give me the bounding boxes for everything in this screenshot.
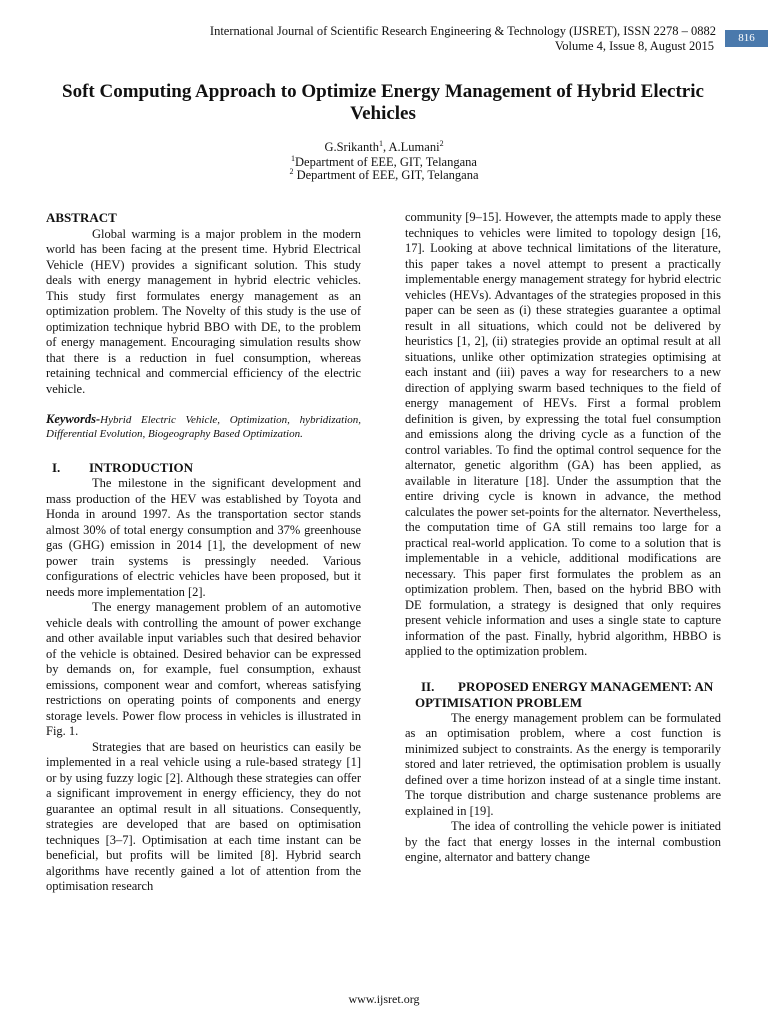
affiliation-text: Department of EEE, GIT, Telangana [293, 168, 479, 182]
affiliation-mark: 1 [291, 154, 296, 163]
section-number: II. [421, 678, 435, 694]
footer-url: www.ijsret.org [348, 992, 420, 1006]
paragraph-continuation: community [9–15]. However, the attempts made to apply these techniques to vehicles were limited to topology design [16, 17]. Looking at above technical limitations of the literature, this paper takes a novel attempt to present a practically implementable energy management strategy for hybrid electric vehicles (HEVs). Advantages of the strategies proposed in this paper can be seen as (i) these strategies guarantee a optimal result in all situations, which could not be delivered by heuristics [1, 2], (ii) strategies provide an optimal result at all situations, unlike other optimization strategies optimising at each instant and (iii) paves a way for researchers to a new direction of applying swarm based techniques to the field of energy management of HEVs. First a formal problem definition is given, by expressing the total fuel consumption and emissions along the driving cycle as a function of the control variables. To find the optimal control sequence for the alternator, genetic algorithm (GA) has been applied, as available in literature [18]. Under the assumption that the entire driving cycle is known in advance, the method calculates the power set-points for the alternator. Nevertheless, the computation time of GA still remains too large for a practical real-world application. To come to a solution that is implementable in a vehicle, additional modifications are necessary. This paper first formulates the problem as an optimization problem. Then, based on the hybrid BBO with DE formulation, a strategy is designed that only requires present vehicle information and uses a single state to capture information of the past. Finally, hybrid algorithm, HBBO is applied to the optimization problem. [405, 210, 721, 658]
section-heading-proposed-energy-management [405, 679, 721, 711]
affiliation-mark: 2 [289, 167, 294, 176]
page-number-badge: 816 [725, 30, 768, 47]
abstract-text: Global warming is a major problem in the modern world has been facing at the present time. Hybrid Electrical Vehicle (HEV) provides a significant solution. This study deals with energy management in hybrid electric vehicles. This study first formulates energy management as an optimization problem. The Novelty of this study is the use of optimization technique hybrid BBO with DE, to the problem of energy management. Encouraging simulation results show that there is a reduction in fuel consumption, whereas retaining technical and commercial efficiency of the electric vehicle. [46, 226, 361, 396]
section-title: INTRODUCTION [89, 460, 194, 475]
left-column [46, 210, 361, 895]
keywords-label: Keywords- [46, 412, 101, 426]
paragraph: Strategies that are based on heuristics can easily be implemented in a real vehicle using a rule-based strategy [1] or by using fuzzy logic [2]. Although these strategies can offer a significant improvement in energy efficiency, they do not guarantee an optimal result in all situations. Consequently, strategies are developed that are based on optimisation techniques [3–7]. Optimisation at each time instant can be beneficial, but profits will be limited [8]. Hybrid search algorithms have recently gained a lot of attention from the optimisation research [46, 739, 361, 893]
journal-header: International Journal of Scientific Research Engineering & Technology (IJSRET), ISSN 2278 – 0882 [209, 24, 716, 38]
author-name: G.Srikanth [324, 140, 379, 154]
author-line [0, 140, 768, 154]
author-affiliation-mark: 1 [378, 139, 383, 148]
abstract-heading: ABSTRACT [46, 210, 117, 225]
paper-title: Soft Computing Approach to Optimize Energy Management of Hybrid Electric Vehicles [62, 81, 704, 124]
affiliation-line [0, 168, 768, 182]
author-affiliation-mark: 2 [439, 139, 444, 148]
paragraph: The energy management problem of an automotive vehicle deals with controlling the amount of power exchange and other available input variables such that desired behavior of the vehicle is obtained. Desired behavior can be expressed by demands on, for example, fuel consumption, exhaust emissions, component wear and comfort, whereas satisfying restrictions on operating points of components and energy storage levels. Power flow process in vehicles is illustrated in Fig. 1. [46, 600, 361, 738]
keywords-text: Hybrid Electric Vehicle, Optimization, hybridization, Differential Evolution, Biogeography Based Optimization. [46, 414, 361, 440]
affiliation-line [0, 155, 768, 169]
paragraph: The idea of controlling the vehicle power is initiated by the fact that energy losses in the internal combustion engine, alternator and battery change [405, 819, 721, 864]
keywords [46, 412, 361, 441]
section-number: I. [52, 460, 61, 475]
volume-issue-line: Volume 4, Issue 8, August 2015 [554, 39, 714, 53]
paragraph: The milestone in the significant development and mass production of the HEV was established by Toyota and Honda in around 1997. As the transportation sector stands almost 30% of total energy consumption and 37% greenhouse gas (GHG) emission in 2014 [1], the development of new power train systems is pressingly needed. Various configurations of electric vehicles have been proposed, but it needs more implementation [2]. [46, 476, 361, 599]
paragraph: The energy management problem can be formulated as an optimisation problem, where a cost function is minimized subject to constraints. As the energy is temporarily stored and later retrieved, the optimisation problem is usually defined over a time horizon instead of at a single time instant. The torque distribution and charge sustenance problems are explained in [19]. [405, 710, 721, 818]
section-heading-introduction [46, 460, 361, 476]
author-separator: , [382, 140, 389, 154]
author-name: A.Lumani [388, 140, 440, 154]
affiliation-text: Department of EEE, GIT, Telangana [295, 155, 477, 169]
section-title: PROPOSED ENERGY MANAGEMENT: AN OPTIMISATION PROBLEM [415, 678, 714, 710]
right-column [405, 210, 721, 866]
